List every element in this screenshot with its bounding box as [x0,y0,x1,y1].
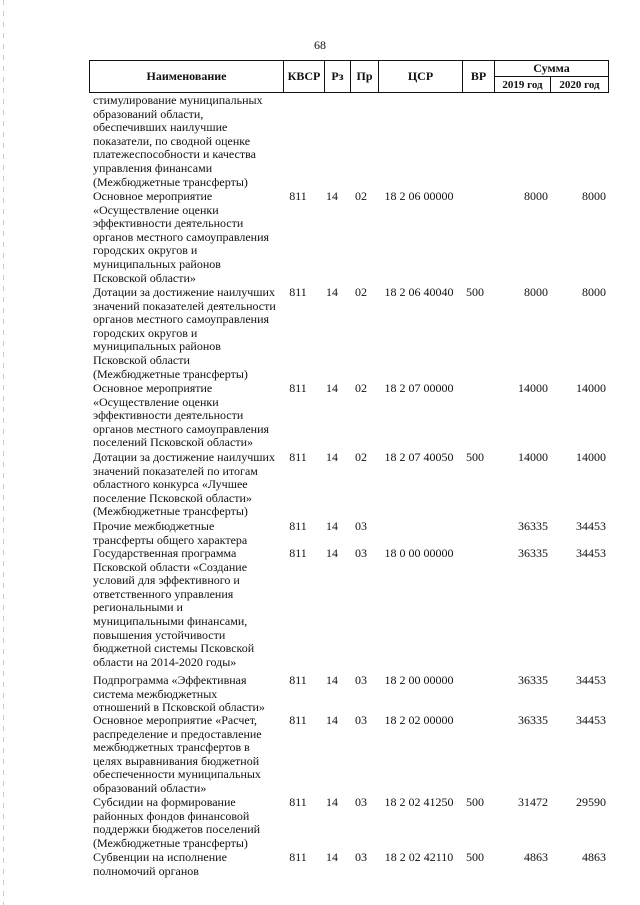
row-csr: 18 2 06 00000 [384,189,454,203]
row-y2020: 8000 [582,285,606,299]
row-y2020: 4863 [582,850,606,864]
row-name: Прочие межбюджетные трансферты общего характера [93,519,248,547]
row-name: Основное мероприятие «Осуществление оценки эффективности деятельности органов местного самоуправления поселений Псковской области» [93,381,270,450]
header-csr: ЦСР [378,61,462,92]
row-pr: 03 [355,519,367,533]
row-kvsr: 811 [289,673,307,687]
row-pr: 03 [355,795,367,809]
row-rz: 14 [326,519,338,533]
row-vr: 500 [466,795,484,809]
header-rz: Рз [324,61,350,92]
row-pr: 03 [355,850,367,864]
row-vr: 500 [466,850,484,864]
row-name: стимулирование муниципальных образований области, обеспечивших наилучшие показатели, по сводной оценке платежеспособности и качества управления финансами (Межбюджетные трансферты) [93,93,263,189]
row-pr: 02 [355,381,367,395]
row-csr: 18 2 02 42110 [384,850,454,864]
row-y2020: 29590 [576,795,606,809]
row-y2019: 36335 [518,673,548,687]
row-y2019: 4863 [524,850,548,864]
row-y2019: 8000 [524,285,548,299]
row-y2019: 14000 [518,381,548,395]
row-csr: 18 2 07 00000 [384,381,454,395]
row-kvsr: 811 [289,795,307,809]
row-rz: 14 [326,546,338,560]
row-y2020: 34453 [576,546,606,560]
row-rz: 14 [326,381,338,395]
row-kvsr: 811 [289,850,307,864]
row-y2019: 8000 [524,189,548,203]
header-year-2020: 2020 год [559,78,600,91]
row-y2019: 36335 [518,519,548,533]
row-kvsr: 811 [289,381,307,395]
row-kvsr: 811 [289,713,307,727]
row-pr: 03 [355,713,367,727]
row-vr: 500 [466,285,484,299]
row-kvsr: 811 [289,285,307,299]
row-name: Дотации за достижение наилучших значений показателей деятельности органов местного самоуправления городских округов и муниципальных районов Псковской области (Межбюджетные трансферты) [93,285,276,381]
row-rz: 14 [326,189,338,203]
row-rz: 14 [326,713,338,727]
header-name: Наименование [146,69,227,83]
row-vr: 500 [466,450,484,464]
row-y2020: 34453 [576,713,606,727]
header-sum-group [494,61,607,92]
row-rz: 14 [326,850,338,864]
row-pr: 03 [355,546,367,560]
row-csr: 18 0 00 00000 [384,546,454,560]
header-year-2019: 2019 год [495,77,551,92]
table-header [89,60,609,93]
page-number: 68 [314,38,326,52]
row-pr: 02 [355,285,367,299]
row-name: Субвенции на исполнение полномочий органов [93,850,227,878]
row-y2019: 36335 [518,713,548,727]
row-pr: 02 [355,450,367,464]
row-y2019: 14000 [518,450,548,464]
row-y2019: 31472 [518,795,548,809]
row-y2020: 14000 [576,381,606,395]
row-csr: 18 2 02 00000 [384,713,454,727]
row-name: Основное мероприятие «Осуществление оценки эффективности деятельности органов местного самоуправления городских округов и муниципальных районов Псковской области» [93,189,270,285]
row-csr: 18 2 07 40050 [384,450,454,464]
row-csr: 18 2 00 00000 [384,673,454,687]
row-pr: 02 [355,189,367,203]
row-y2020: 34453 [576,673,606,687]
row-csr: 18 2 02 41250 [384,795,454,809]
header-kvsr: КВСР [283,61,324,92]
row-y2020: 8000 [582,189,606,203]
row-rz: 14 [326,795,338,809]
row-kvsr: 811 [289,546,307,560]
row-name: Государственная программа Псковской области «Создание условий для эффективного и ответственного управления региональными и муниципальными финансами, повышения устойчивости бюджетной системы Псковской области на 2014-2020 годы» [93,546,255,669]
row-name: Субсидии на формирование районных фондов финансовой поддержки бюджетов поселений (Межбюджетные трансферты) [93,795,261,850]
row-name: Подпрограмма «Эффективная система межбюджетных отношений в Псковской области» [93,673,265,715]
row-y2020: 34453 [576,519,606,533]
row-name: Дотации за достижение наилучших значений показателей по итогам областного конкурса «Лучшее поселение Псковской области» (Межбюджетные трансферты) [93,450,275,519]
row-csr: 18 2 06 40040 [384,285,454,299]
header-vr: ВР [462,61,494,92]
row-y2020: 14000 [576,450,606,464]
row-y2019: 36335 [518,546,548,560]
row-kvsr: 811 [289,189,307,203]
header-pr: Пр [350,61,378,92]
row-rz: 14 [326,673,338,687]
row-name: Основное мероприятие «Расчет, распределение и предоставление межбюджетных трансфертов в целях выравнивания бюджетной обеспеченности муниципальных образований области» [93,713,262,795]
row-rz: 14 [326,450,338,464]
header-sum: Сумма [495,61,608,77]
row-kvsr: 811 [289,519,307,533]
row-pr: 03 [355,673,367,687]
scan-edge-artifact [3,0,4,905]
row-kvsr: 811 [289,450,307,464]
row-rz: 14 [326,285,338,299]
